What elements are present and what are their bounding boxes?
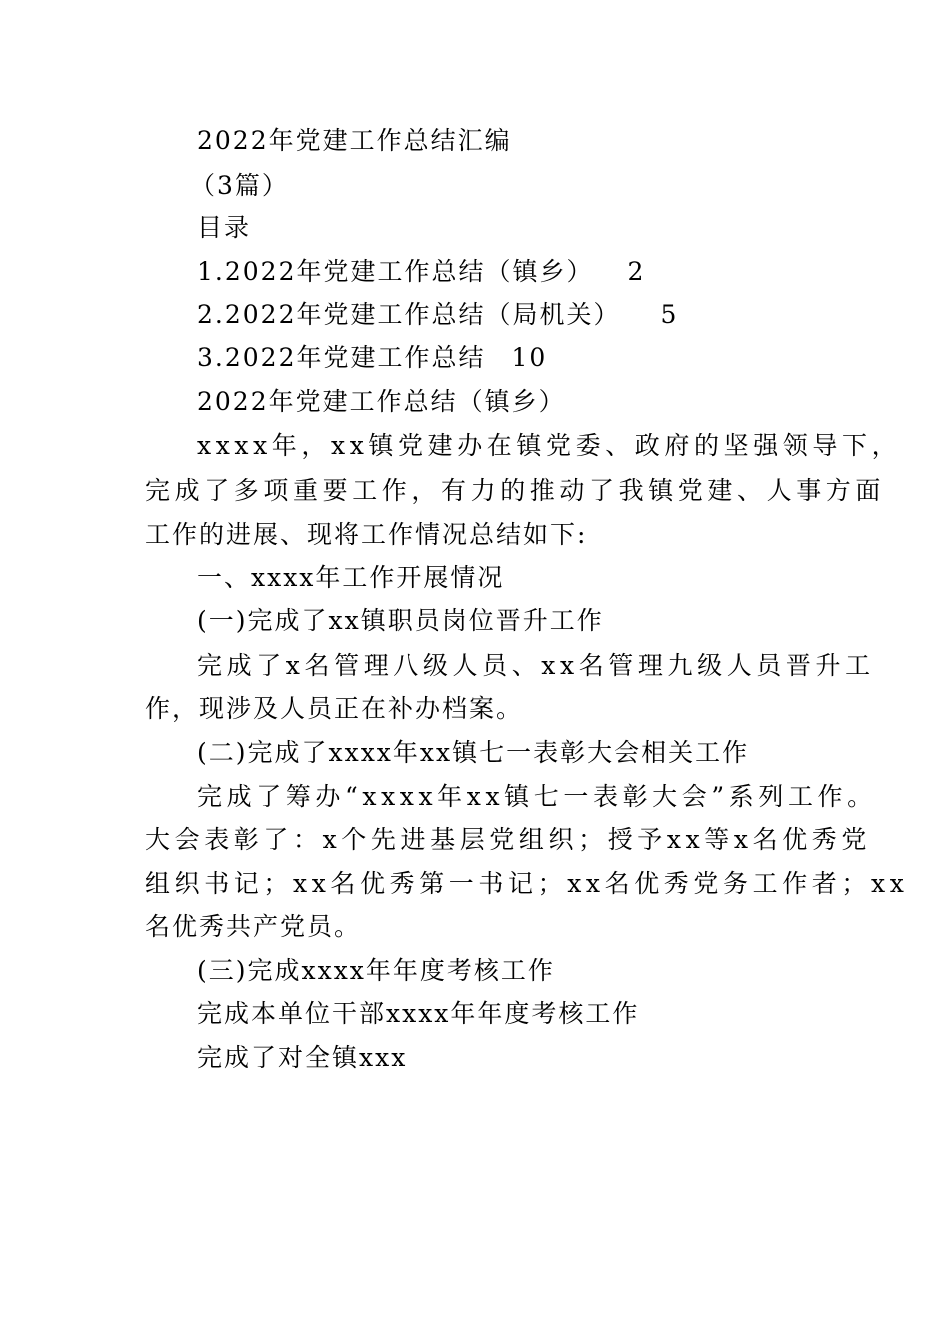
paragraph-line: 作，现涉及人员正在补办档案。 <box>145 694 524 723</box>
subsection-heading: (三)完成xxxx年年度考核工作 <box>197 956 555 985</box>
toc-heading: 目录 <box>197 213 252 242</box>
toc-item-label: 2.2022年党建工作总结（局机关） <box>197 300 621 329</box>
toc-item-page: 5 <box>660 300 679 329</box>
toc-item-page: 2 <box>627 257 646 286</box>
paragraph-line: xxxx年，xx镇党建办在镇党委、政府的坚强领导下， <box>197 431 902 460</box>
paragraph-line: 大会表彰了：x个先进基层党组织；授予xx等x名优秀党 <box>145 825 871 854</box>
section-heading: 一、xxxx年工作开展情况 <box>197 563 505 592</box>
toc-item[interactable] <box>197 300 678 330</box>
subsection-heading: (二)完成了xxxx年xx镇七一表彰大会相关工作 <box>197 738 750 767</box>
paragraph-line: 完成了多项重要工作，有力的推动了我镇党建、人事方面 <box>145 476 886 505</box>
toc-item[interactable] <box>197 257 645 287</box>
paragraph-line: 名优秀共产党员。 <box>145 912 362 941</box>
paragraph-line: 组织书记；xx名优秀第一书记；xx名优秀党务工作者；xx <box>145 869 909 898</box>
document-title: 2022年党建工作总结汇编 <box>197 126 512 155</box>
paragraph-line: 工作的进展、现将工作情况总结如下: <box>145 520 588 549</box>
document-count: （3篇） <box>190 171 289 200</box>
toc-item-label: 1.2022年党建工作总结（镇乡） <box>197 257 594 286</box>
paragraph-line: 完成本单位干部xxxx年年度考核工作 <box>197 999 640 1028</box>
subsection-heading: (一)完成了xx镇职员岗位晋升工作 <box>197 606 604 635</box>
toc-item[interactable] <box>197 343 547 373</box>
paragraph-line: 完成了筹办“xxxx年xx镇七一表彰大会”系列工作。 <box>197 782 877 811</box>
paragraph-line: 完成了对全镇xxx <box>197 1043 408 1072</box>
paragraph-line: 完成了x名管理八级人员、xx名管理九级人员晋升工 <box>197 651 875 680</box>
article-title: 2022年党建工作总结（镇乡） <box>197 387 566 416</box>
toc-item-label: 3.2022年党建工作总结 <box>197 343 486 372</box>
toc-item-page: 10 <box>511 343 548 372</box>
